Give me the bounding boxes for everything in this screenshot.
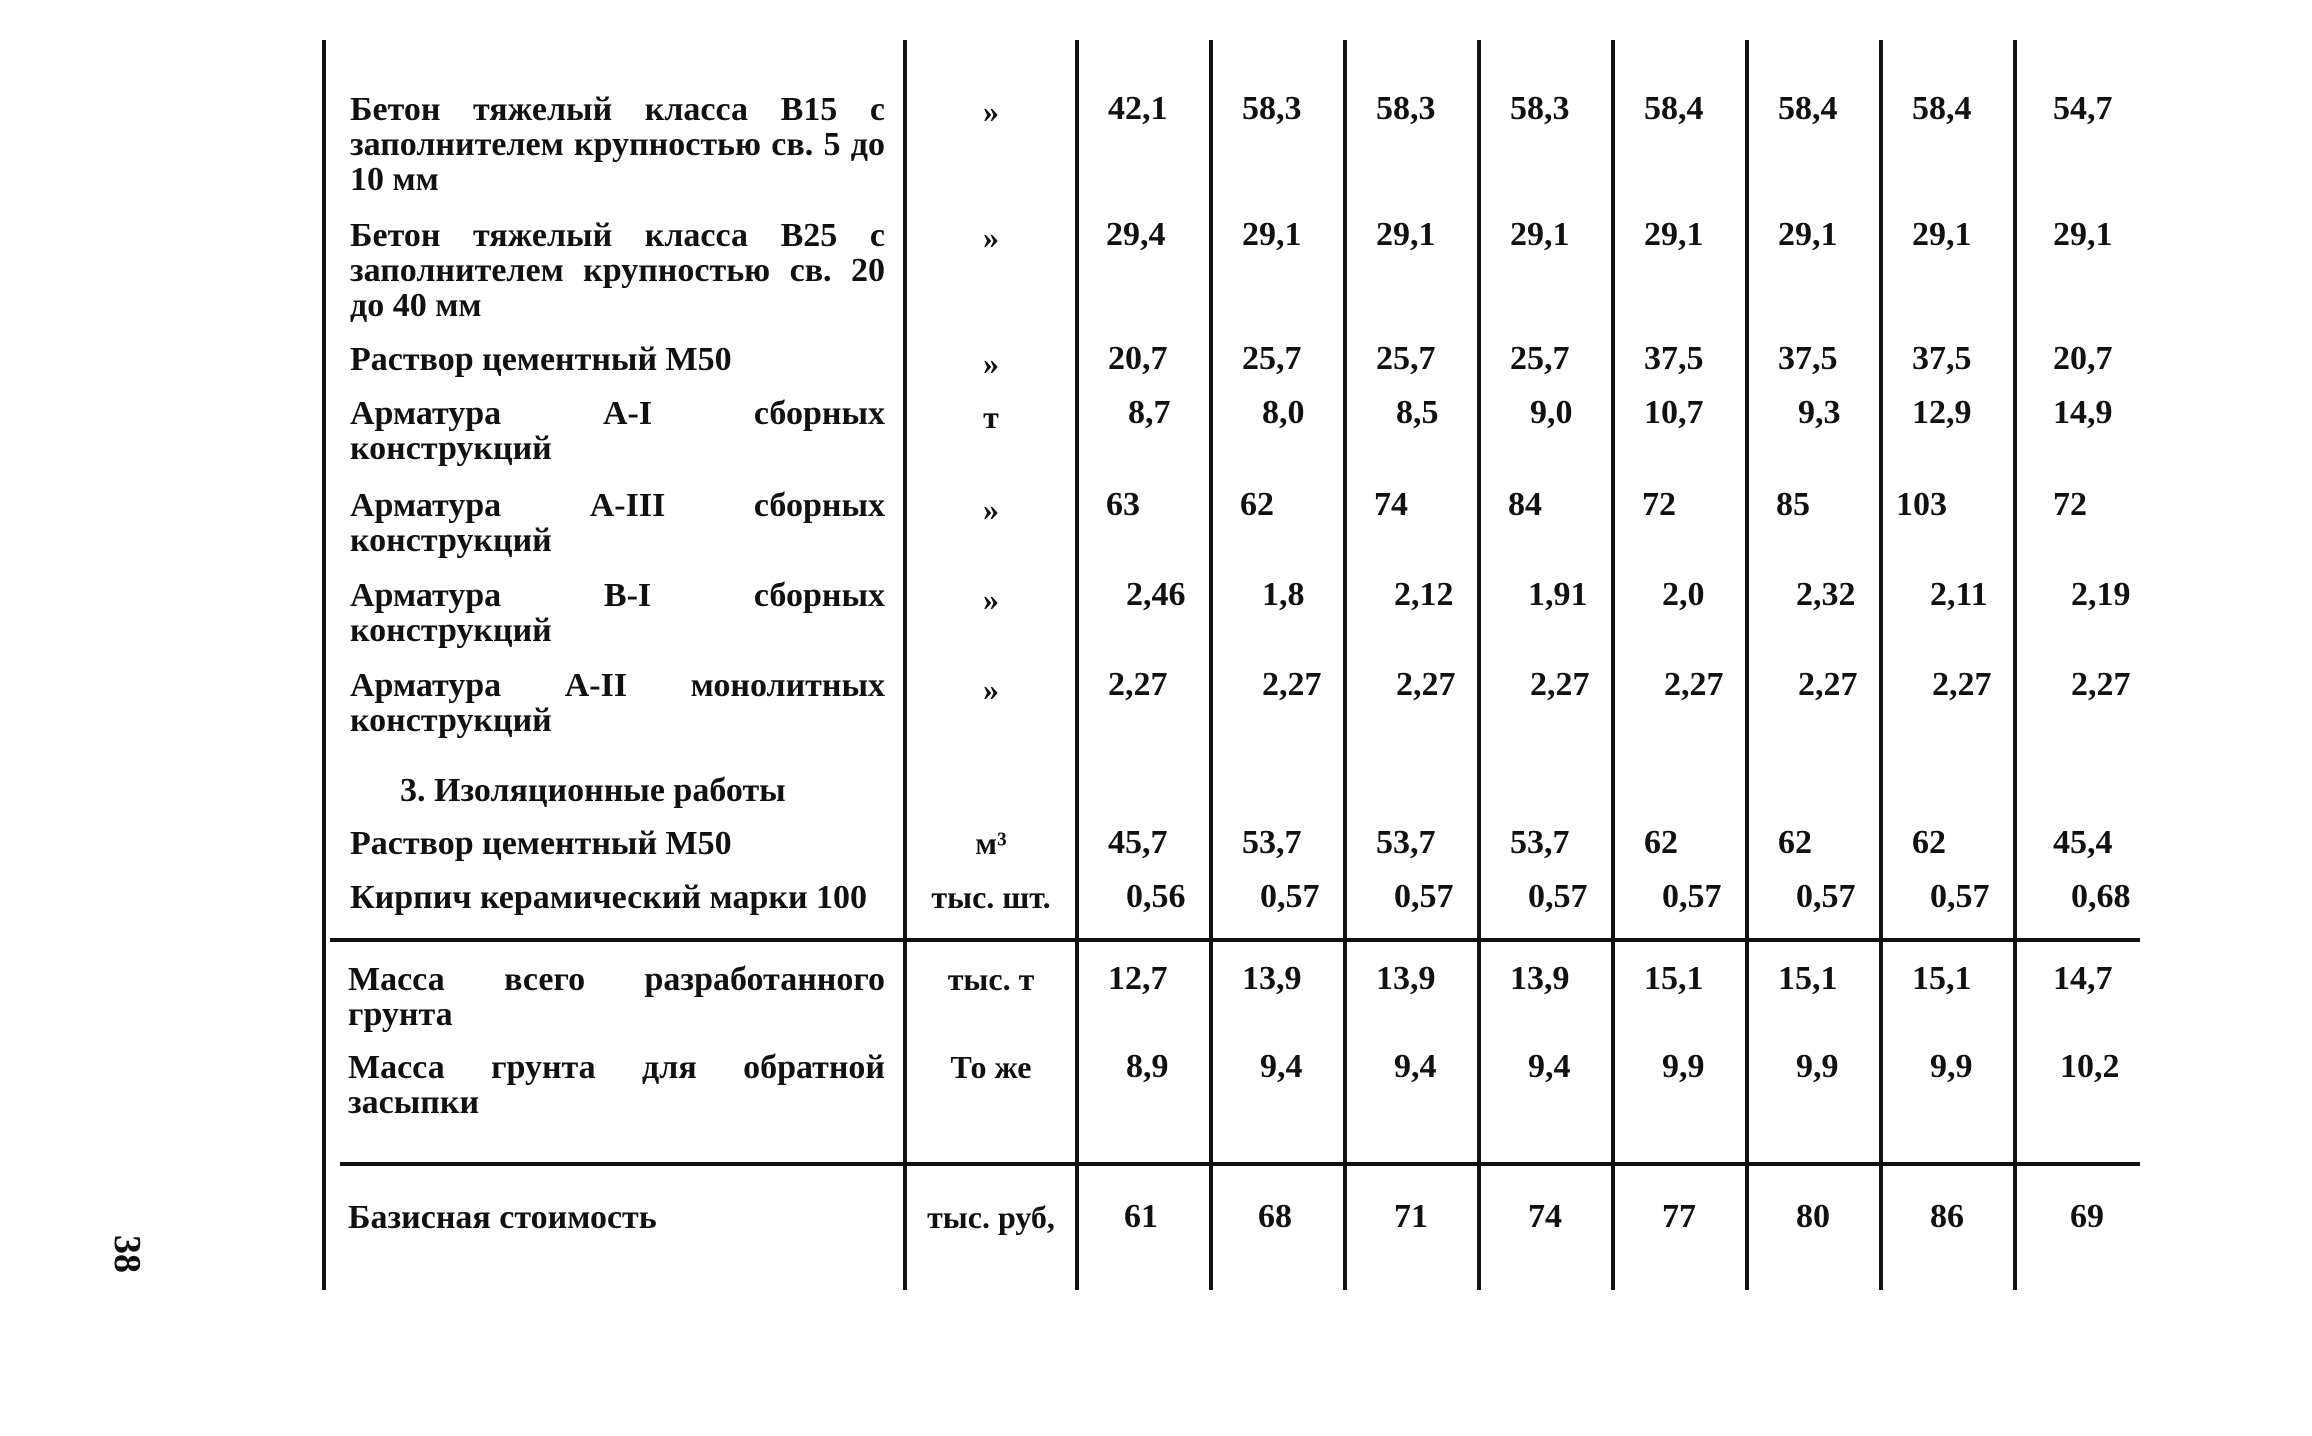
row-name: Арматура А-II монолитных конструкций (350, 667, 885, 739)
value-cell: 29,1 (1644, 216, 1704, 253)
value-cell: 1,8 (1262, 576, 1305, 613)
value-cell: 20,7 (1108, 340, 1168, 377)
value-cell: 12,9 (1912, 394, 1972, 431)
value-cell: 2,32 (1796, 576, 1856, 613)
value-cell: 12,7 (1108, 960, 1168, 997)
value-cell: 9,9 (1930, 1048, 1973, 1085)
value-cell: 15,1 (1912, 960, 1972, 997)
value-cell: 25,7 (1376, 340, 1436, 377)
table-left-border (322, 40, 326, 1290)
value-cell: 2,12 (1394, 576, 1454, 613)
row-unit: » (983, 581, 999, 617)
column-divider (903, 40, 907, 1290)
row-name: Масса всего разработанного грунта (348, 961, 885, 1033)
value-cell: 13,9 (1242, 960, 1302, 997)
value-cell: 8,5 (1396, 394, 1439, 431)
page-number: 38 (106, 1235, 148, 1273)
section-title: 3. Изоляционные работы (400, 772, 786, 809)
row-unit: » (983, 93, 999, 129)
value-cell: 2,0 (1662, 576, 1705, 613)
value-cell: 14,9 (2053, 394, 2113, 431)
value-cell: 72 (2053, 486, 2087, 523)
value-cell: 68 (1258, 1198, 1292, 1235)
value-cell: 2,11 (1930, 576, 1988, 613)
row-unit: » (983, 219, 999, 255)
value-cell: 29,1 (1510, 216, 1570, 253)
column-divider (1879, 40, 1883, 1290)
section-separator (340, 1162, 2140, 1166)
value-cell: 9,9 (1662, 1048, 1705, 1085)
value-cell: 2,27 (1530, 666, 1590, 703)
row-name: Масса грунта для обратной засыпки (348, 1049, 885, 1121)
value-cell: 61 (1124, 1198, 1158, 1235)
value-cell: 9,4 (1260, 1048, 1303, 1085)
value-cell: 2,27 (1664, 666, 1724, 703)
value-cell: 25,7 (1242, 340, 1302, 377)
row-unit: тыс. т (947, 961, 1035, 997)
value-cell: 9,4 (1528, 1048, 1571, 1085)
value-cell: 2,27 (1396, 666, 1456, 703)
value-cell: 13,9 (1510, 960, 1570, 997)
value-cell: 0,68 (2071, 878, 2131, 915)
value-cell: 53,7 (1376, 824, 1436, 861)
row-unit: м³ (975, 825, 1007, 861)
value-cell: 62 (1912, 824, 1946, 861)
value-cell: 71 (1394, 1198, 1428, 1235)
row-unit: тыс. руб, (927, 1199, 1055, 1235)
value-cell: 2,46 (1126, 576, 1186, 613)
value-cell: 25,7 (1510, 340, 1570, 377)
value-cell: 29,1 (1376, 216, 1436, 253)
value-cell: 0,56 (1126, 878, 1186, 915)
value-cell: 0,57 (1662, 878, 1722, 915)
row-unit: » (983, 345, 999, 381)
value-cell: 80 (1796, 1198, 1830, 1235)
value-cell: 58,3 (1510, 90, 1570, 127)
value-cell: 58,4 (1912, 90, 1972, 127)
value-cell: 0,57 (1528, 878, 1588, 915)
value-cell: 58,3 (1242, 90, 1302, 127)
value-cell: 8,0 (1262, 394, 1305, 431)
value-cell: 0,57 (1260, 878, 1320, 915)
column-divider (1209, 40, 1213, 1290)
row-unit: тыс. шт. (931, 879, 1051, 915)
column-divider (1745, 40, 1749, 1290)
value-cell: 0,57 (1796, 878, 1856, 915)
column-divider (2013, 40, 2017, 1290)
value-cell: 53,7 (1242, 824, 1302, 861)
row-name: Раствор цементный М50 (350, 825, 732, 862)
value-cell: 8,7 (1128, 394, 1171, 431)
value-cell: 2,27 (1798, 666, 1858, 703)
value-cell: 9,3 (1798, 394, 1841, 431)
value-cell: 13,9 (1376, 960, 1436, 997)
value-cell: 2,27 (1932, 666, 1992, 703)
value-cell: 85 (1776, 486, 1810, 523)
value-cell: 72 (1642, 486, 1676, 523)
value-cell: 0,57 (1394, 878, 1454, 915)
value-cell: 63 (1106, 486, 1140, 523)
row-unit: » (983, 491, 999, 527)
value-cell: 103 (1896, 486, 1947, 523)
value-cell: 1,91 (1528, 576, 1588, 613)
row-unit: То же (950, 1049, 1032, 1085)
value-cell: 0,57 (1930, 878, 1990, 915)
value-cell: 9,9 (1796, 1048, 1839, 1085)
value-cell: 42,1 (1108, 90, 1168, 127)
value-cell: 15,1 (1778, 960, 1838, 997)
row-unit: т (983, 399, 999, 435)
row-name: Раствор цементный М50 (350, 341, 732, 378)
value-cell: 86 (1930, 1198, 1964, 1235)
value-cell: 2,27 (1262, 666, 1322, 703)
value-cell: 54,7 (2053, 90, 2113, 127)
column-divider (1343, 40, 1347, 1290)
value-cell: 62 (1644, 824, 1678, 861)
value-cell: 37,5 (1778, 340, 1838, 377)
value-cell: 69 (2070, 1198, 2104, 1235)
value-cell: 2,19 (2071, 576, 2131, 613)
value-cell: 62 (1778, 824, 1812, 861)
value-cell: 77 (1662, 1198, 1696, 1235)
value-cell: 84 (1508, 486, 1542, 523)
value-cell: 2,27 (2071, 666, 2131, 703)
column-divider (1477, 40, 1481, 1290)
value-cell: 45,4 (2053, 824, 2113, 861)
value-cell: 10,7 (1644, 394, 1704, 431)
value-cell: 45,7 (1108, 824, 1168, 861)
value-cell: 58,3 (1376, 90, 1436, 127)
value-cell: 14,7 (2053, 960, 2113, 997)
value-cell: 9,0 (1530, 394, 1573, 431)
value-cell: 37,5 (1644, 340, 1704, 377)
section-separator (330, 938, 2140, 942)
column-divider (1611, 40, 1615, 1290)
value-cell: 15,1 (1644, 960, 1704, 997)
row-name: Арматура А-III сборных конструкций (350, 487, 885, 559)
value-cell: 29,1 (1912, 216, 1972, 253)
row-name: Бетон тяжелый класса В15 с заполнителем крупностью св. 5 до 10 мм (350, 91, 885, 198)
row-name: Арматура А-I сборных конструкций (350, 395, 885, 467)
value-cell: 62 (1240, 486, 1274, 523)
row-name: Базисная стоимость (348, 1199, 657, 1236)
value-cell: 58,4 (1778, 90, 1838, 127)
value-cell: 2,27 (1108, 666, 1168, 703)
value-cell: 74 (1528, 1198, 1562, 1235)
value-cell: 74 (1374, 486, 1408, 523)
value-cell: 37,5 (1912, 340, 1972, 377)
value-cell: 29,1 (1778, 216, 1838, 253)
row-name: Арматура В-I сборных конструкций (350, 577, 885, 649)
value-cell: 53,7 (1510, 824, 1570, 861)
value-cell: 8,9 (1126, 1048, 1169, 1085)
value-cell: 20,7 (2053, 340, 2113, 377)
row-unit: » (983, 671, 999, 707)
value-cell: 29,1 (2053, 216, 2113, 253)
row-name: Кирпич керамический марки 100 (350, 879, 868, 916)
column-divider (1075, 40, 1079, 1290)
value-cell: 10,2 (2060, 1048, 2120, 1085)
value-cell: 58,4 (1644, 90, 1704, 127)
value-cell: 9,4 (1394, 1048, 1437, 1085)
value-cell: 29,1 (1242, 216, 1302, 253)
row-name: Бетон тяжелый класса В25 с заполнителем крупностью св. 20 до 40 мм (350, 217, 885, 324)
value-cell: 29,4 (1106, 216, 1166, 253)
